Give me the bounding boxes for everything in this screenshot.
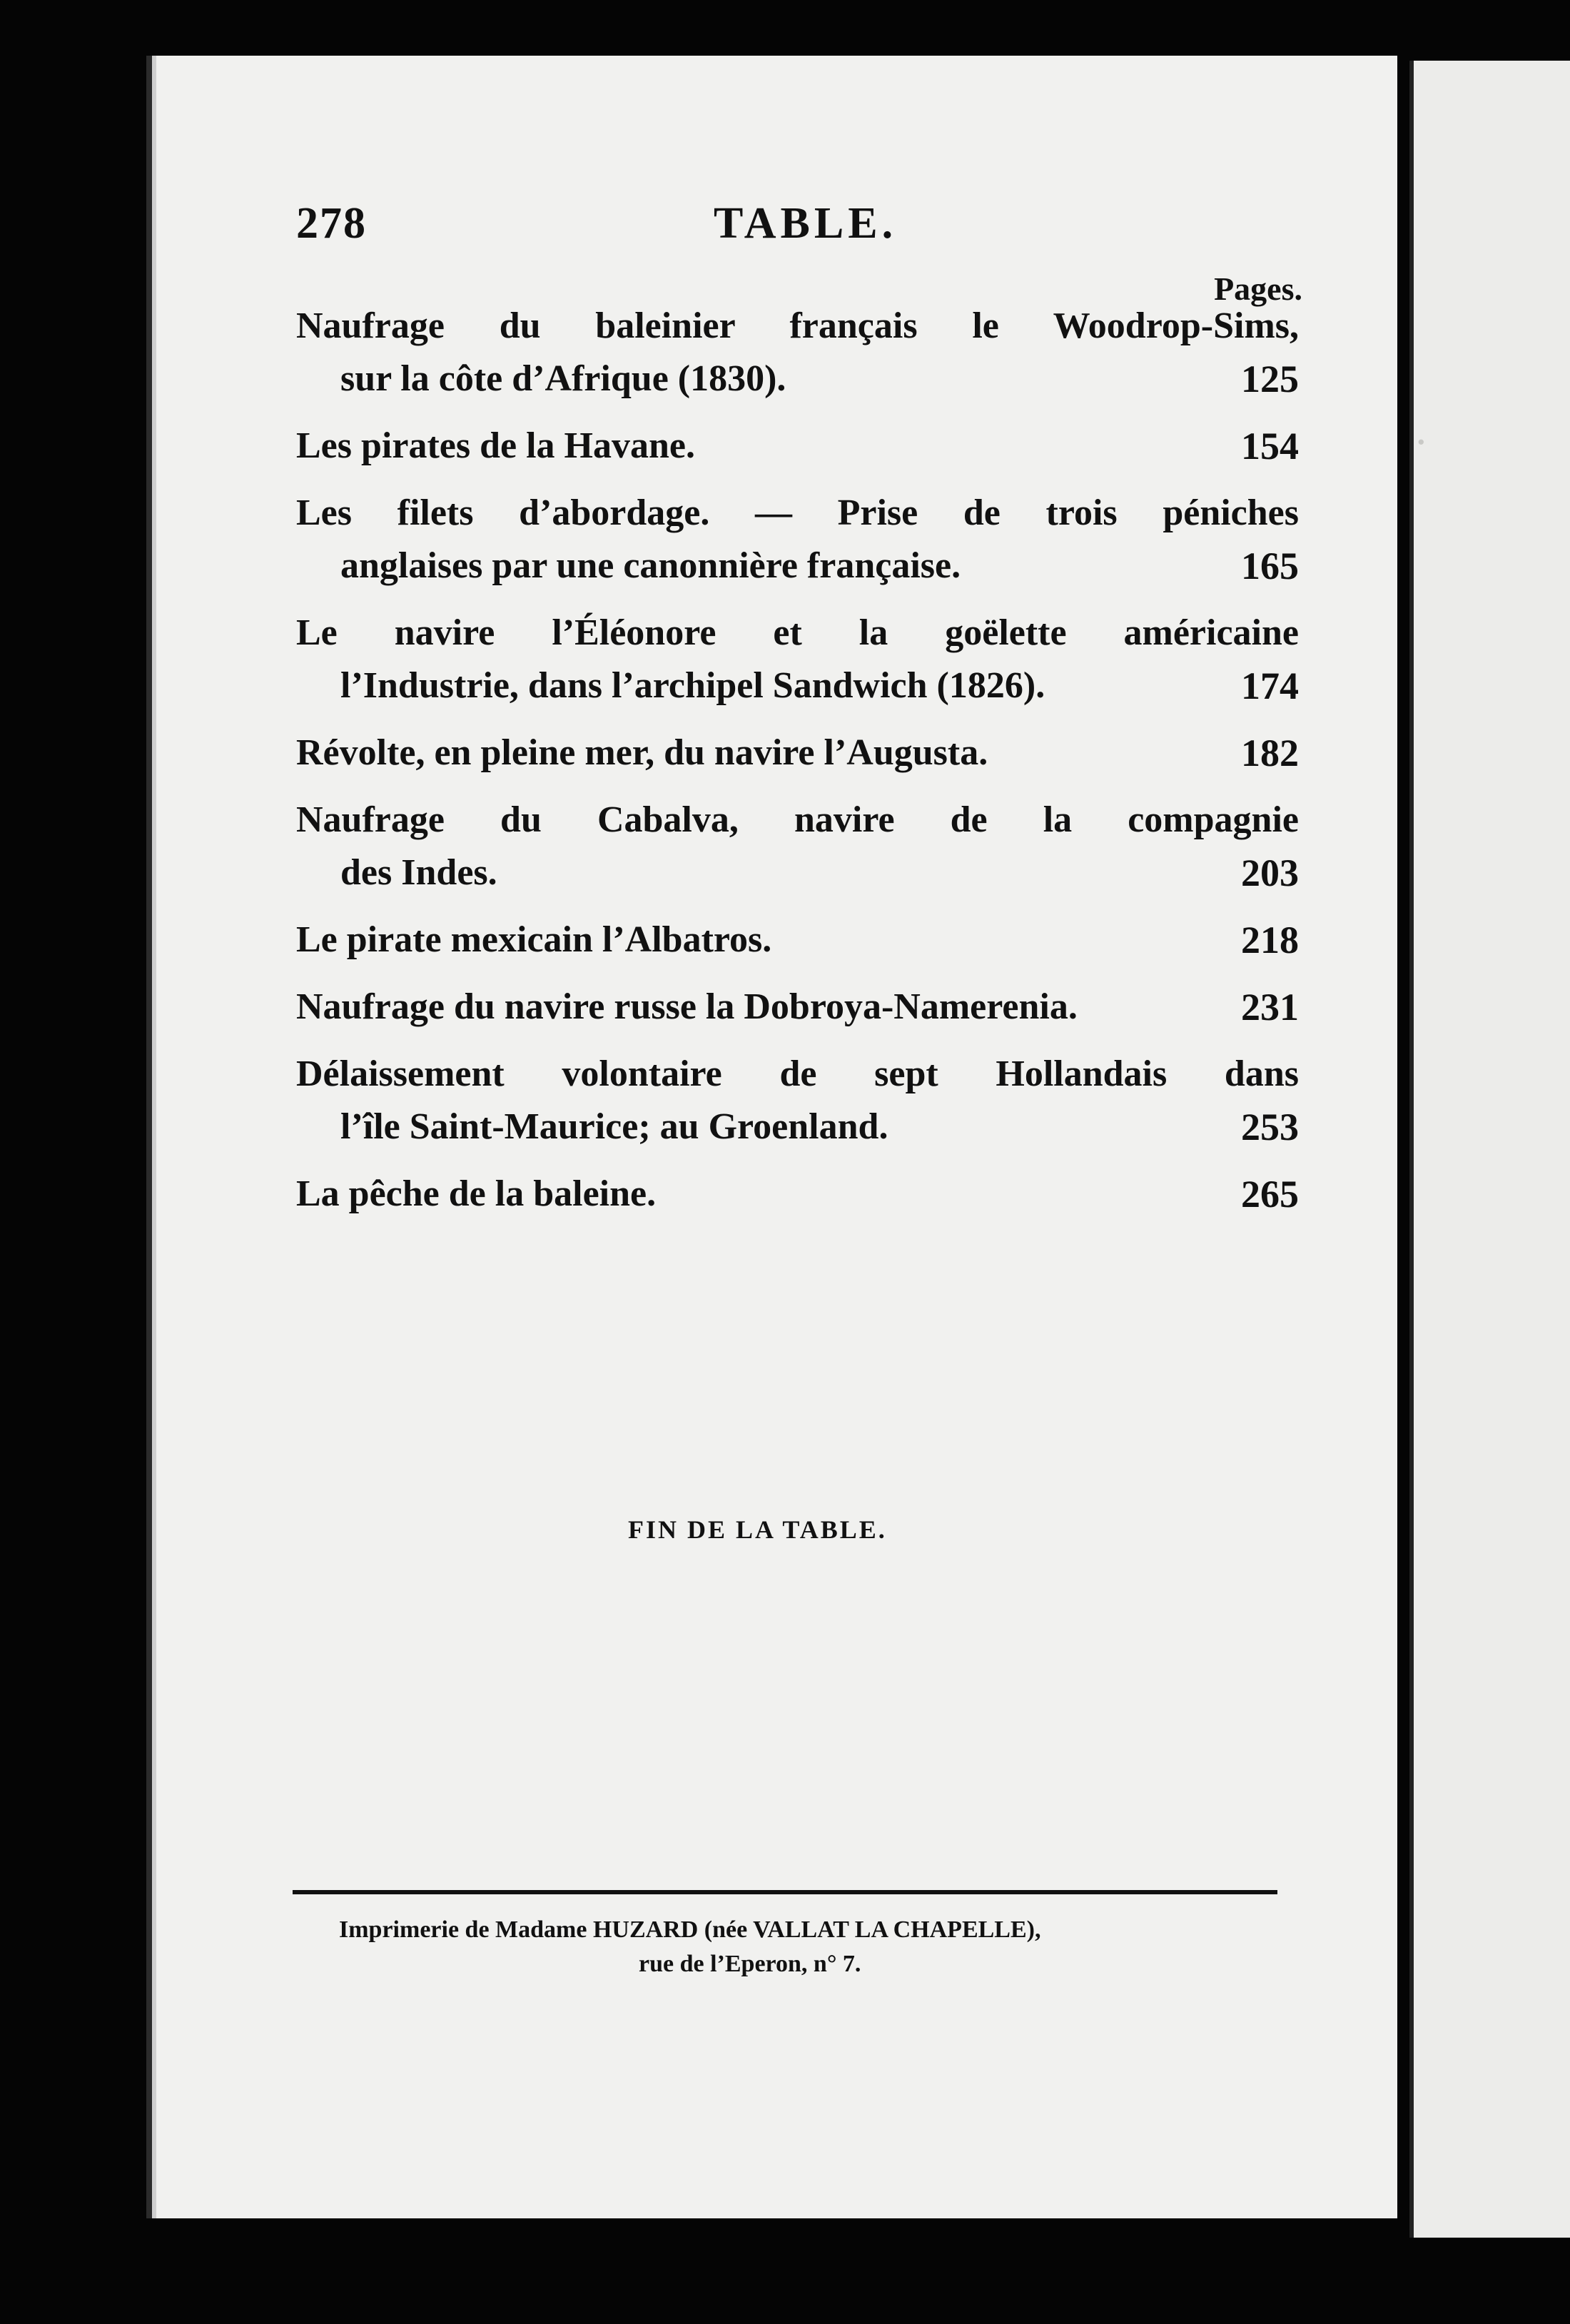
toc-entry xyxy=(296,727,1299,779)
entry-title-line1: Le navire l’Éléonore et la goëlette américaine xyxy=(296,612,1299,653)
toc-entry xyxy=(296,1048,1299,1153)
entry-page-number: 125 xyxy=(1241,358,1299,400)
entry-title-line1: Les filets d’abordage. — Prise de trois péniches xyxy=(296,492,1299,533)
entry-page-number: 182 xyxy=(1241,732,1299,774)
entry-title-line1: Naufrage du Cabalva, navire de la compagnie xyxy=(296,799,1299,840)
entry-title-line1: Révolte, en pleine mer, du navire l’Augusta. xyxy=(296,732,988,773)
pages-column-label: Pages. xyxy=(1214,271,1302,307)
entry-title-line1: Le pirate mexicain l’Albatros. xyxy=(296,919,772,960)
imprint-line1: Imprimerie de Madame HUZARD (née VALLAT LA CHAPELLE), xyxy=(339,1916,1041,1943)
entry-title-line1: Naufrage du baleinier français le Woodrop-Sims, xyxy=(296,305,1299,346)
entry-title-line2: anglaises par une canonnière française. xyxy=(340,545,961,586)
toc-entry xyxy=(296,1168,1299,1221)
imprint-line2: rue de l’Eperon, n° 7. xyxy=(639,1951,861,1977)
entry-title-line1: La pêche de la baleine. xyxy=(296,1173,657,1214)
table-of-contents xyxy=(296,300,1299,1235)
entry-page-number: 253 xyxy=(1241,1106,1299,1148)
ghost-mark: · xyxy=(1414,418,1429,467)
page-number: 278 xyxy=(296,199,367,248)
entry-title-line2: des Indes. xyxy=(340,852,497,893)
entry-title-line2: l’île Saint-Maurice; au Groenland. xyxy=(340,1106,888,1147)
entry-title-line2: l’Industrie, dans l’archipel Sandwich (1826). xyxy=(340,665,1045,706)
entry-page-number: 218 xyxy=(1241,919,1299,961)
entry-page-number: 231 xyxy=(1241,986,1299,1029)
printer-imprint xyxy=(339,1913,1267,1981)
entry-title-line2: sur la côte d’Afrique (1830). xyxy=(340,358,786,399)
entry-page-number: 265 xyxy=(1241,1173,1299,1216)
toc-entry xyxy=(296,914,1299,966)
imprint-rule xyxy=(293,1890,1277,1894)
entry-page-number: 203 xyxy=(1241,852,1299,894)
toc-entry xyxy=(296,607,1299,712)
toc-entry xyxy=(296,420,1299,473)
running-title: TABLE. xyxy=(714,199,898,248)
toc-entry xyxy=(296,794,1299,899)
toc-entry xyxy=(296,981,1299,1034)
entry-title-line1: Naufrage du navire russe la Dobroya-Namerenia. xyxy=(296,986,1078,1027)
entry-title-line1: Les pirates de la Havane. xyxy=(296,425,695,466)
entry-page-number: 165 xyxy=(1241,545,1299,587)
entry-page-number: 154 xyxy=(1241,425,1299,468)
page-header xyxy=(296,198,1310,256)
end-of-table-mark: FIN DE LA TABLE. xyxy=(628,1515,887,1544)
adjacent-page-edge xyxy=(1409,61,1570,2238)
toc-entry xyxy=(296,487,1299,592)
toc-entry xyxy=(296,300,1299,405)
entry-page-number: 174 xyxy=(1241,665,1299,707)
entry-title-line1: Délaissement volontaire de sept Hollandais dans xyxy=(296,1054,1299,1094)
